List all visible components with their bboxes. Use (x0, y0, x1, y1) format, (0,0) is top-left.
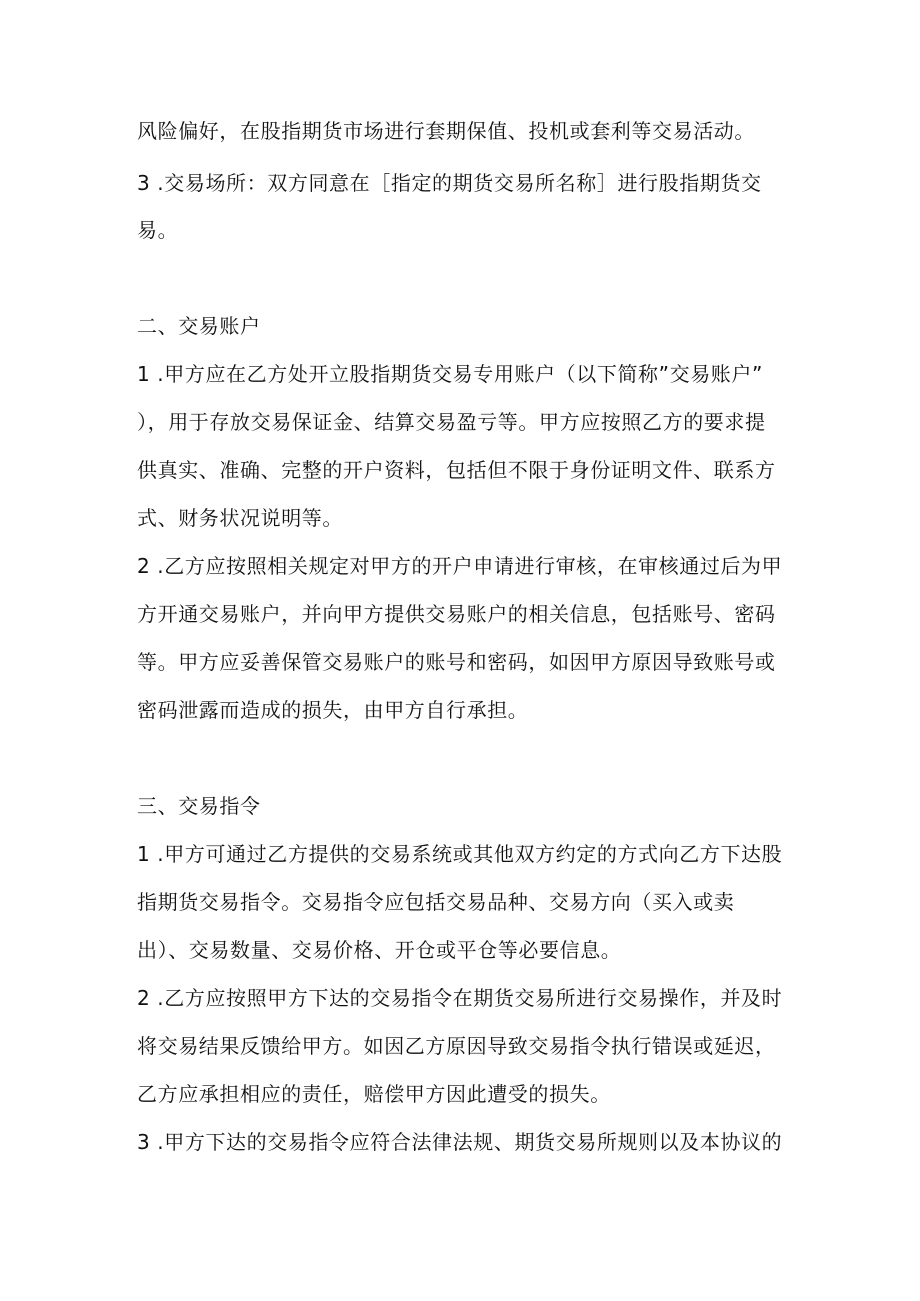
section-heading: 二、交易账户 (137, 314, 261, 338)
paragraph-line: 2 .乙方应按照甲方下达的交易指令在期货交易所进行交易操作，并及时 (137, 986, 783, 1010)
paragraph-line: 供真实、准确、完整的开户资料，包括但不限于身份证明文件、联系方 (137, 458, 776, 482)
paragraph-line: 3 .交易场所：双方同意在［指定的期货交易所名称］进行股指期货交 (137, 171, 762, 195)
paragraph-line: 指期货交易指令。交易指令应包括交易品种、交易方向（买入或卖 (137, 890, 735, 914)
paragraph-line: 等。甲方应妥善保管交易账户的账号和密码，如因甲方原因导致账号或 (137, 650, 776, 674)
paragraph-line: 出）、交易数量、交易价格、开仓或平仓等必要信息。 (137, 938, 622, 962)
paragraph-line: 3 .甲方下达的交易指令应符合法律法规、期货交易所规则以及本协议的 (137, 1130, 783, 1154)
paragraph-line: 方开通交易账户，并向甲方提供交易账户的相关信息，包括账号、密码 (137, 602, 776, 626)
paragraph-line: 风险偏好，在股指期货市场进行套期保值、投机或套利等交易活动。 (137, 119, 755, 143)
paragraph-line: 乙方应承担相应的责任，赔偿甲方因此遭受的损失。 (137, 1082, 611, 1106)
section-heading: 三、交易指令 (137, 794, 261, 818)
paragraph-line: 密码泄露而造成的损失，由甲方自行承担。 (137, 698, 529, 722)
paragraph-line: 1 .甲方可通过乙方提供的交易系统或其他双方约定的方式向乙方下达股 (137, 842, 783, 866)
paragraph-line: 1 .甲方应在乙方处开立股指期货交易专用账户（以下简称”交易账户” (137, 362, 763, 386)
paragraph-line: 将交易结果反馈给甲方。如因乙方原因导致交易指令执行错误或延迟， (137, 1034, 776, 1058)
paragraph-line: 式、财务状况说明等。 (137, 506, 343, 530)
paragraph-line: 易。 (137, 218, 179, 242)
paragraph-line: 2 .乙方应按照相关规定对甲方的开户申请进行审核，在审核通过后为甲 (137, 554, 783, 578)
paragraph-line: ），用于存放交易保证金、结算交易盈亏等。甲方应按照乙方的要求提 (137, 410, 766, 434)
